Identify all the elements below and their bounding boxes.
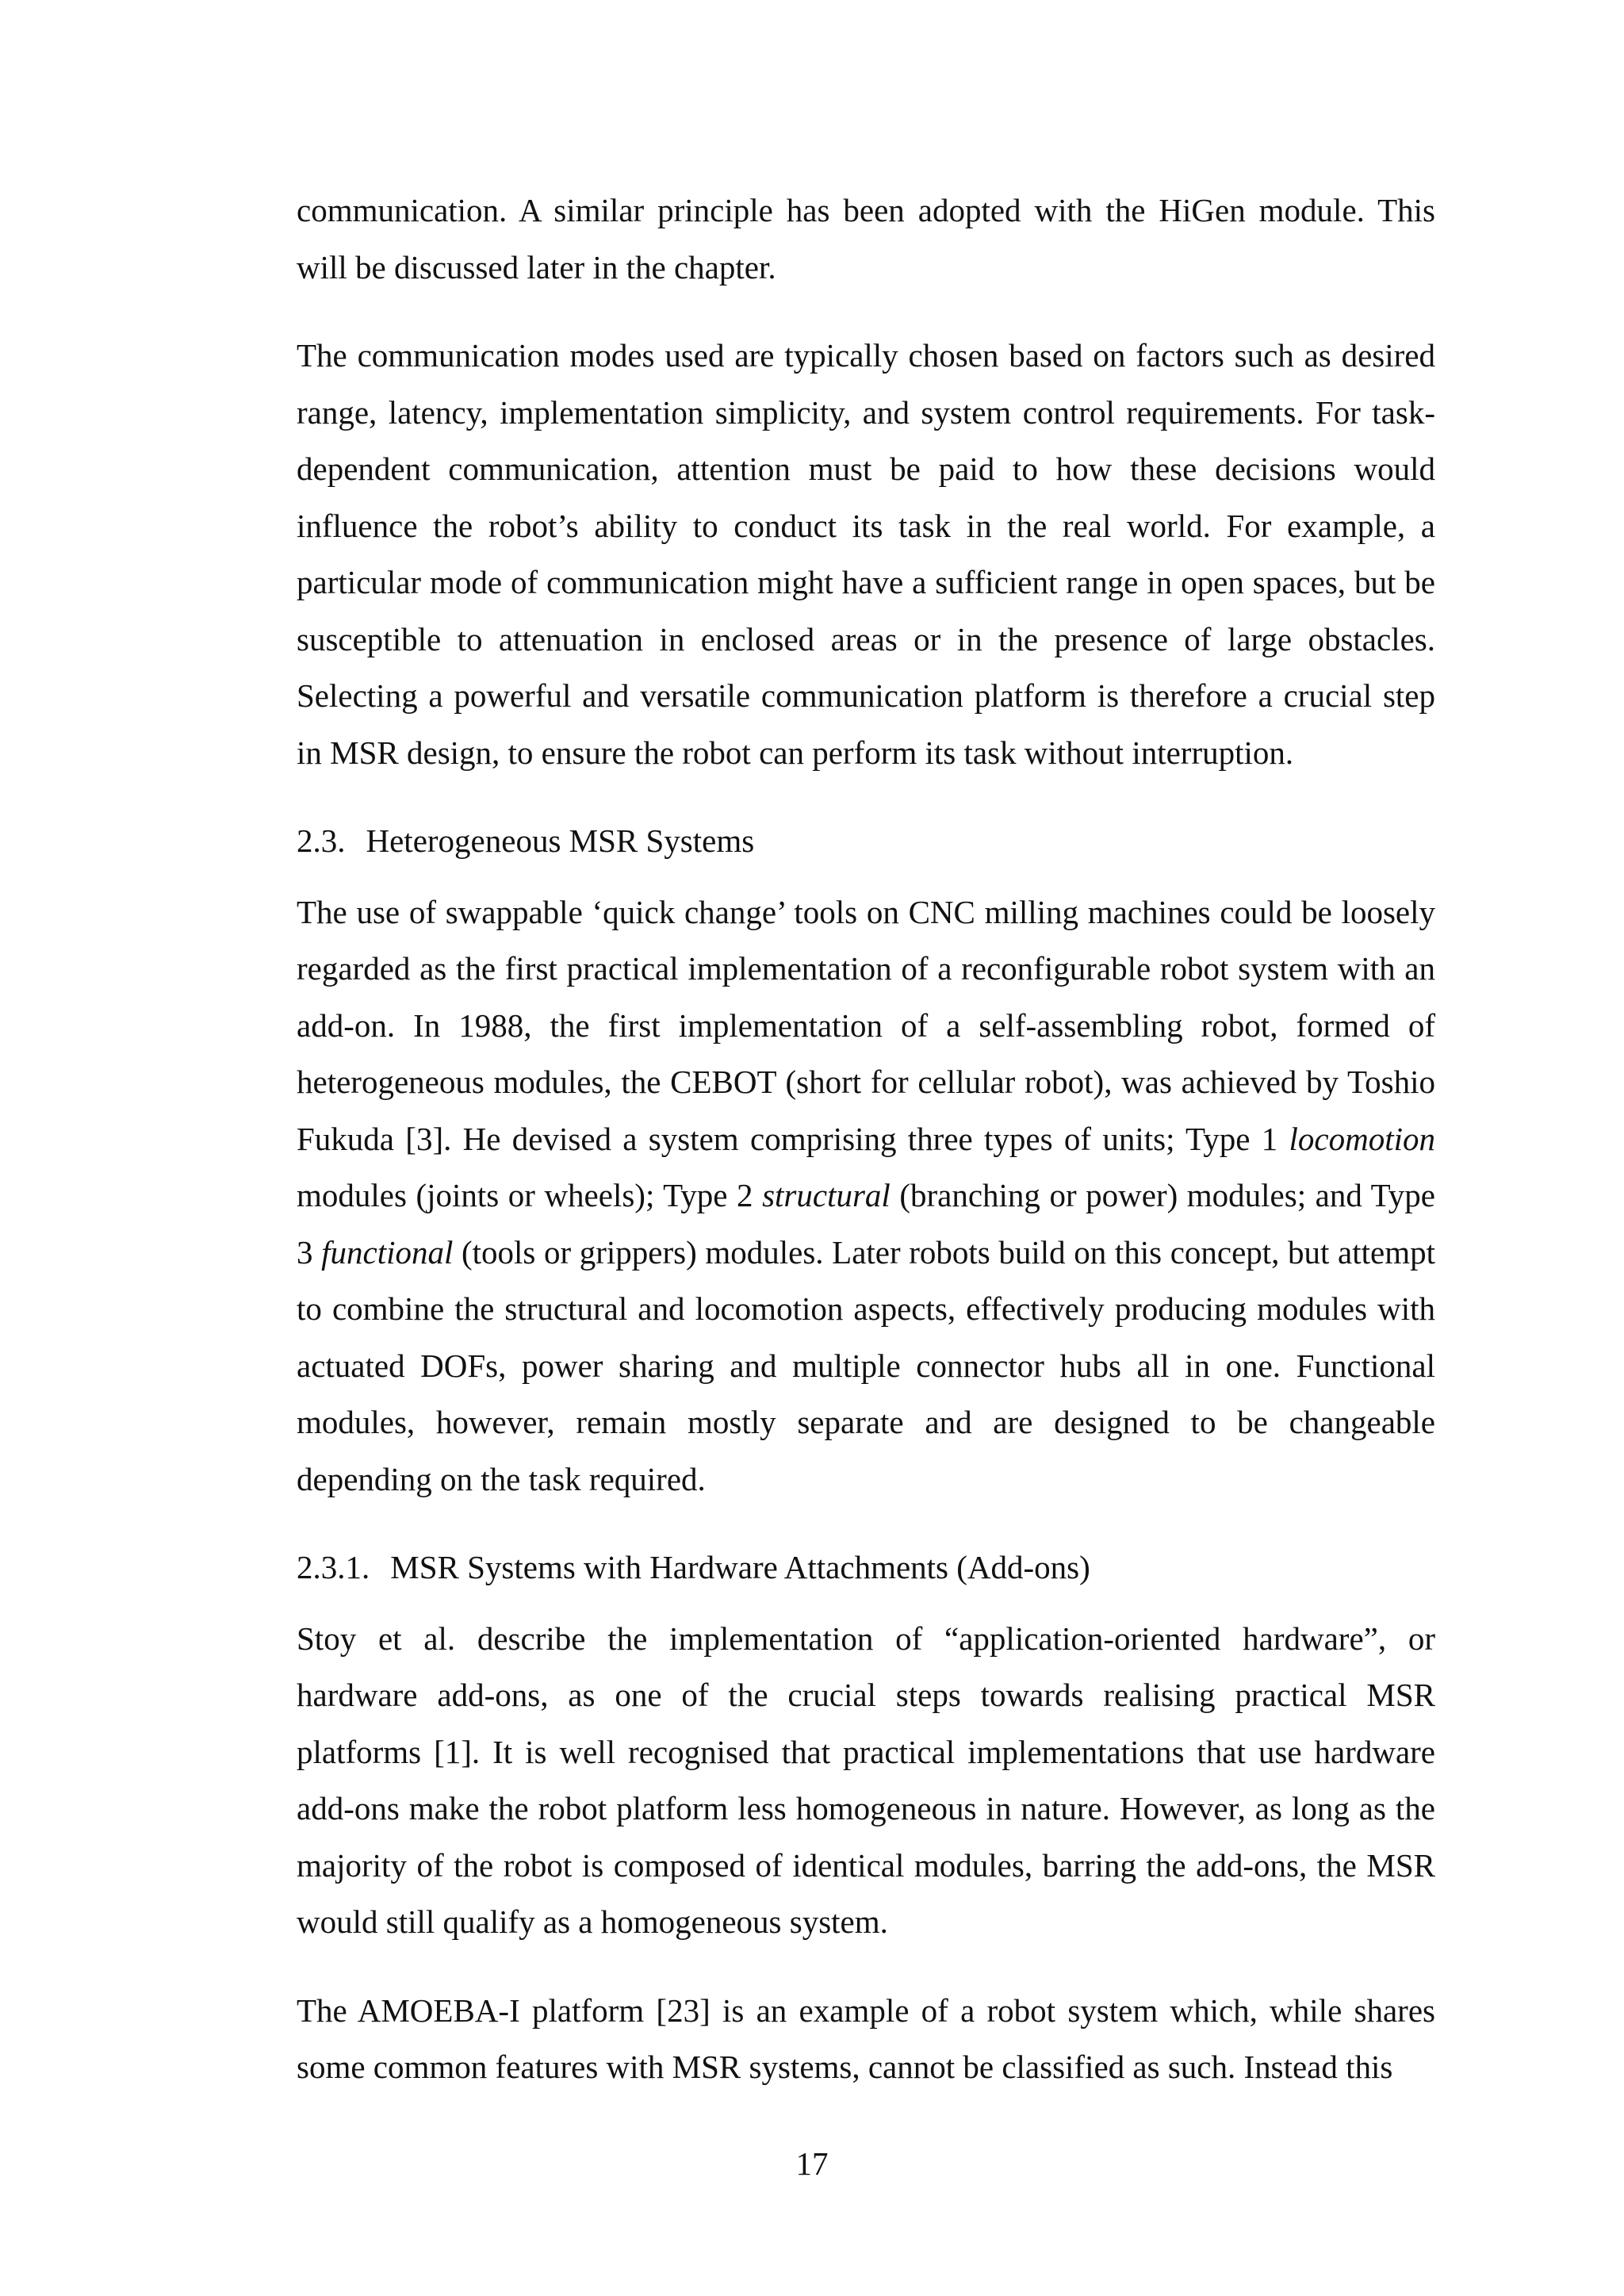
section-title: Heterogeneous MSR Systems — [366, 822, 755, 859]
section-title: MSR Systems with Hardware Attachments (Add-ons) — [390, 1549, 1090, 1585]
paragraph-heterogeneous-msr — [297, 884, 1435, 1508]
text-run: The AMOEBA-I platform [23] is an example of a robot system which, while shares some common features with MSR systems, cannot be classified as such. Instead this — [297, 1991, 1435, 2085]
text-run: (tools or grippers) modules. Later robots build on this concept, but attempt to combine the structural and locomotion aspects, effectively producing modules with actuated DOFs, power sharing and multiple connector hubs all in one. Functional modules, however, remain mostly separate and are designed to be changeable depending on the task required. — [297, 1233, 1435, 1497]
text-run-italic: structural — [762, 1177, 891, 1213]
paragraph-communication-continued — [297, 182, 1435, 296]
section-number: 2.3. — [297, 822, 346, 859]
page-content — [297, 182, 1435, 2096]
text-run: (branching or power) modules; and Type 3 — [297, 1177, 1435, 1271]
text-run: communication. A similar principle has been adopted with the HiGen module. This will be discussed later in the chapter. — [297, 192, 1435, 286]
paragraph-hardware-addons — [297, 1611, 1435, 1951]
text-run: The use of swappable ‘quick change’ tools on CNC milling machines could be loosely regarded as the first practical implementation of a reconfigurable robot system with an add-on. In 1988, the first implementation of a self-assembling robot, formed of heterogeneous modules, the CEBOT (short for cellular robot), was achieved by Toshio Fukuda [3]. He devised a system comprising three types of units; Type 1 — [297, 893, 1435, 1157]
paragraph-amoeba — [297, 1983, 1435, 2096]
text-run: modules (joints or wheels); Type 2 — [297, 1177, 763, 1213]
section-heading-2-3-1 — [297, 1539, 1435, 1596]
text-run-italic: functional — [321, 1233, 454, 1271]
paragraph-communication-modes — [297, 328, 1435, 781]
section-heading-2-3 — [297, 813, 1435, 870]
text-run: The communication modes used are typically chosen based on factors such as desired range, latency, implementation simplicity, and system control requirements. For task-dependent communication, attention must be paid to how these decisions would influence the robot’s ability to conduct its task in the real world. For example, a particular mode of communication might have a sufficient range in open spaces, but be susceptible to attenuation in enclosed areas or in the presence of large obstacles. Selecting a powerful and versatile communication platform is therefore a crucial step in MSR design, to ensure the robot can perform its task without interruption. — [297, 337, 1435, 771]
page-number: 17 — [795, 2145, 829, 2182]
text-run-italic: locomotion — [1289, 1120, 1435, 1157]
section-number: 2.3.1. — [297, 1549, 370, 1585]
text-run: Stoy et al. describe the implementation of “application-oriented hardware”, or hardware add-ons, as one of the crucial steps towards realising practical MSR platforms [1]. It is well recognised that practical implementations that use hardware add-ons make the robot platform less homogeneous in nature. However, as long as the majority of the robot is composed of identical modules, barring the add-ons, the MSR would still qualify as a homogeneous system. — [297, 1619, 1435, 1940]
